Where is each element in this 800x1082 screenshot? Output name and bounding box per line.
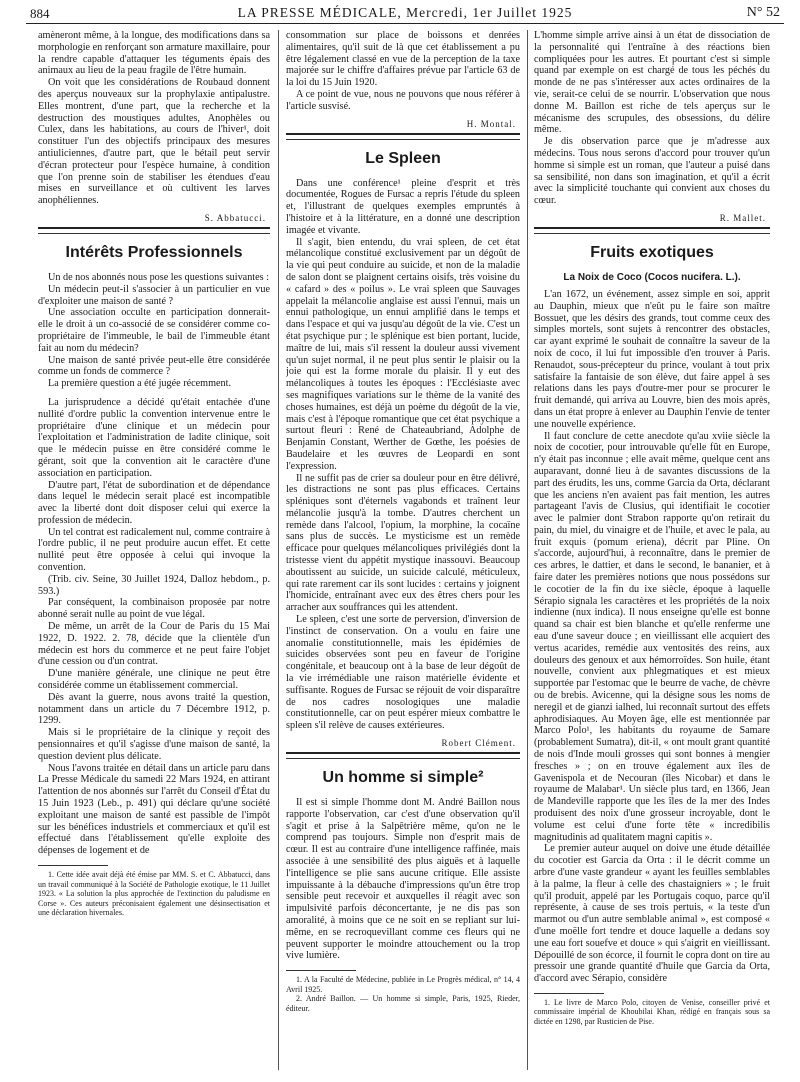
section-rule <box>286 133 520 135</box>
signature: H. Montal. <box>466 118 516 129</box>
footnote-rule <box>286 970 356 971</box>
paragraph: De même, un arrêt de la Cour de Paris du 15 Mai 1922, D. 1922. 2. 78, décide que la clientèle d'un médecin est hors du commerce et ne peut faire l'objet d'une cession ou d'un contrat. <box>38 621 270 668</box>
paragraph: Il est si simple l'homme dont M. André Baillon nous rapporte l'observation, car c'est d'une observation qu'il s'agit et prise à la Salpêtrière même, qu'on ne le comprend pas toujours. Simple non d'esprit mais de cœur. Il est au contraire d'une intelligence raffinée, mais associée à une sensibilité des plus aiguës et à laquelle l'intelligence se plie sans aucune critique. Elle assiste impuissante à la débauche d'impressions qu'un être trop sensible peut recevoir et auxquelles il réagit avec son impulsivité parfois déconcertante, je ne dis pas son amoralité, à moins que ce ne soit en se repliant sur lui-même, en se recroquevillant comme ces fleurs qui ne peuvent supporter le moindre attouchement ou la trop vive lumière. <box>286 797 520 962</box>
paragraph: Le premier auteur auquel on doive une étude détaillée du cocotier est Garcia da Orta : il le décrit comme un arbre d'une vaste grandeur « ayant les feuilles semblables à la palme, la fleur à celle des chastaigniers » ; le fruit qu'il produit, appelé par les Portugais coquo, parce qu'il représente, à cause de ses trois pertuis, « la teste d'un marmot ou d'un autre semblable animal », est composé « d'une moëlle fort tendre et douce laquelle a dedans soy une eau fort souefve et douce » qui s'aigrit en vieillissant. Dépouillé de son écorce, il fournit le copra dont on tire au pressoir une grande quantité d'huile que Garcia da Orta, d'accord avec Sérapio, considère <box>534 843 770 985</box>
article-subtitle: La Noix de Coco (Cocos nucifera. L.). <box>563 271 741 283</box>
paragraph: Dans une conférence¹ pleine d'esprit et très documentée, Rogues de Fursac a repris l'étude du spleen et, l'illustrant de quelques exemples empruntés à l'histoire et à la littérature, en a donné une description imagée et vivante. <box>286 177 520 236</box>
header-rule <box>26 23 784 24</box>
section-title: Intérêts Professionnels <box>65 243 243 261</box>
signature: R. Mallet. <box>719 212 766 223</box>
column-1 <box>38 30 270 1070</box>
column-divider <box>527 30 528 1070</box>
issue-number: N° 52 <box>746 5 780 20</box>
section-rule <box>38 227 270 229</box>
paragraph: A ce point de vue, nous ne pouvons que nous référer à l'article susvisé. <box>286 88 520 112</box>
section-rule <box>286 139 520 140</box>
section-rule <box>286 758 520 759</box>
paragraph: Il s'agit, bien entendu, du vrai spleen, de cet état mélancolique constitué exclusivement par un dégoût de la vie qui peut conduire au suicide, et non de la maladie de salon dont se plaignent certains oisifs, très voisine du « cafard » des « poilus ». Le vrai spleen que Sauvages appelait la mélancolie anglaise est aussi l'ennui, mais un ennui pathologique, un ennui amplifié dans le temps et dans l'espace et qui va jusqu'au dégoût de la vie. C'est un état psychique pur ; le splénique est bien portant, lucide, maître de lui, mais s'il ressent la douleur aussi vivement qu'un sujet normal, il ne peut plus sentir le plaisir ou la joie qui est la forme morale du plaisir. Il y eut des mélancoliques à toutes les époques : l'Ecclésiaste avec ses magnifiques variations sur le thème de la vanité des choses humaines, est déjà un poème du dégoût de la vie, mais c'est à l'époque romantique que cet état psychique a surtout fleuri : René de Chateaubriand, Adolphe de Benjamin Constant, Werther de Gœthe, les poésies de Baudelaire et les œuvres de Leopardi en sont l'expression. <box>286 236 520 472</box>
paragraph: Le spleen, c'est une sorte de perversion, d'inversion de l'instinct de conservation. On a voulu en faire une anomalie constitutionnelle, mais les épidémies de suicides observées sont peu en faveur de l'origine congénitale, et beaucoup ont à la base de leur dégoût de la vie irrémédiable une raison matérielle évidente et suffisante. Rogues de Fursac se réjouit de voir disparaître de nos cadres nosologiques une maladie constitutionnelle, car on peut espérer mieux combattre le spleen s'il relève de causes extérieures. <box>286 614 520 732</box>
paragraph: Dès avant la guerre, nous avons traité la question, notamment dans un article du 7 Décembre 1912, p. 1299. <box>38 691 270 727</box>
paragraph: Il faut conclure de cette anecdote qu'au xviie siècle la noix de cocotier, pour introuvable qu'elle fût en Europe, n'y était pas inconnue ; elle avait même, quelque cent ans auparavant, donné lieu à de savantes discussions de la part des érudits, les uns, comme Garcia da Orta, déclarant que les anciens n'en avaient pas fait mention, les autres partageant l'avis de Clusius, qui identifiait le cocotier avec le palmier dont Strabon rapporte qu'on retirait du pain, du miel, du vinaigre et de l'huile, et avec le pala, au fruit exquis (pomum eriena), décrit par Pline. On s'accorde, aujourd'hui, à reconnaître, dans le premier de ces arbres, le dattier, et dans le second, le bananier, et à faire dater les premières notions que nous possédons sur le cocotier de la fin du ixe siècle, époque à laquelle Sérapio signala les caractères et les propriétés de la noix indienne (nux indica). Il nous enseigne qu'elle est bonne quand sa chair est bien blanche et qu'elle renferme une eau d'une saveur douce ; en vieillissant elle acquiert des vertus acarides, remédie aux ventosités des reins, aux douleurs des genoux et aux hémorroïdes. Son huile, étant nouvelle, convient aux phlegmatiques et est mieux supportée par l'estomac que le beurre de vache, de chèvre ou de brebis. Avicenne, qui la désigne sous les noms de neregil et de gianzi ialhed, lui reconnaît surtout des effets aphrodisiaques. Au Moyen âge, elle est mentionnée par Marco Polo¹, les habitants du royaume de Samare (probablement Sumatra), dit-il, « ont moult grant quantité de nois d'Inde mouli grosses qui sont bonnes à mengier fresches » ; on en trouve également aux îles de Gavenispola et de Necouran (îles Nicobar) et dans le royaume de Malabar¹. Un siècle plus tard, en 1366, Jean de Mandeville rapporte que les îles de la mer des Indes produisent des noix d'une grosseur incroyable, dont le volume est celui d'une forte tête « incredibilis magnitudinis ad qualitatem magni capitis ». <box>534 430 770 843</box>
paragraph: D'une manière générale, une clinique ne peut être considérée comme un établissement commercial. <box>38 668 270 692</box>
page-number: 884 <box>30 6 50 21</box>
paragraph: amèneront même, à la longue, des modifications dans sa morphologie en renforçant son armature maxillaire, pour la rendre capable d'attaquer les téguments épais des animaux au lieu de la peau fragile de l'être humain. <box>38 30 270 77</box>
paragraph: La jurisprudence a décidé qu'était entachée d'une nullité d'ordre public la convention intervenue entre le propriétaire d'une clinique et un médecin pour l'exploitation et l'administration de ladite clinique, soit que le médecin puisse en être considéré comme le gérant, soit que la convention ait le caractère d'une association en participation. <box>38 396 270 479</box>
paragraph: Il ne suffit pas de crier sa douleur pour en être délivré, les distractions ne sont pas plus efficaces. Certains spléniques sont d'éternels vagabonds et traînent leur mélancolie jusqu'à la tombe. D'autres cherchent un remède dans l'alcool, l'opium, la morphine, la cocaïne sans plus de succès. Le mysticisme est un remède efficace pour quelques mélancoliques privilégiés dont la tristesse vient du appétit mystique inassouvi. Beaucoup aboutissent au suicide, un suicide calculé, méticuleux, qui rate rarement car ils sont lucides : certains y joignent l'homicide, entraînant avec eux des êtres chers pour les arracher aux souffrances qui les attendent. <box>286 472 520 614</box>
footnote: 1. Cette idée avait déjà été émise par MM. S. et C. Abbatucci, dans un travail communiqué à la Société de Pathologie exotique, le 11 Juillet 1923. « La solution la plus approchée de l'extinction du paludisme en Corse ». Ces auteurs préconisaient également une désinsectisation et une déclaration hivernales. <box>38 870 270 917</box>
paragraph: D'autre part, l'état de subordination et de dépendance dans lequel le médecin serait placé est incompatible avec la liberté dont doit disposer celui qui exerce la profession de médecin. <box>38 479 270 526</box>
citation: (Trib. civ. Seine, 30 Juillet 1924, Dalloz hebdom., p. 593.) <box>38 573 270 597</box>
paragraph: Un de nos abonnés nous pose les questions suivantes : <box>48 271 269 283</box>
footnote: 1. Le livre de Marco Polo, citoyen de Venise, conseiller privé et commissaire impérial de Khoubilai Khan, rédigé en français sous sa dictée en 1298, par Rusticien de Pise. <box>534 997 770 1026</box>
paragraph: Je dis observation parce que je m'adresse aux médecins. Tous nous serons d'accord pour trouver qu'un homme si simple est un roman, que l'auteur a puisé dans sa sensibilité, non dans son imagination, et qu'il a écrit avec la simplicité touchante qui convient aux choses du cœur. <box>534 136 770 207</box>
footnote-rule <box>534 993 604 994</box>
page-header <box>26 0 784 24</box>
paragraph: Mais si le propriétaire de la clinique y reçoit des pensionnaires et qu'il s'agisse d'une maison de santé, la question devient plus délicate. <box>38 727 270 762</box>
section-title: Fruits exotiques <box>590 243 714 261</box>
footnote: 1. A la Faculté de Médecine, publiée in Le Progrès médical, n° 14, 4 Avril 1925. <box>286 975 520 994</box>
section-rule <box>38 233 270 234</box>
section-rule <box>286 752 520 754</box>
signature: S. Abbatucci. <box>204 212 266 223</box>
section-title: Le Spleen <box>365 149 441 167</box>
footnote-rule <box>38 865 108 866</box>
paragraph: On voit que les considérations de Roubaud donnent des aperçus nouveaux sur la prophylaxie antipalustre. Elles montrent, d'une part, que la recherche et la destruction des moustiques adultes, Anophèles ou Culex, dans les habitations, au cours de l'hiver¹, doit constituer l'un des objectifs principaux des mesures antiuliciennes, d'autre part, que le bétail peut servir d'écran protecteur pour l'espèce humaine, à condition que l'on prenne soin de stabiliser les étendues d'eau mises en surveillance et où cultivent les larves anophéliennes. <box>38 77 270 207</box>
paragraph: Une maison de santé privée peut-elle être considérée comme un fonds de commerce ? <box>38 354 270 378</box>
section-rule <box>534 227 770 229</box>
paragraph: Un tel contrat est radicalement nul, comme contraire à l'ordre public, il ne peut produire aucun effet. Et cette nullité peut être opposée à celui qui invoque la convention. <box>38 526 270 574</box>
footnote: 2. André Baillon. — Un homme si simple, Paris, 1925, Rieder, éditeur. <box>286 994 520 1013</box>
journal-title: LA PRESSE MÉDICALE, Mercredi, 1er Juillet 1925 <box>237 5 573 20</box>
paragraph: Un médecin peut-il s'associer à un particulier en vue d'exploiter une maison de santé ? <box>38 283 270 307</box>
column-2 <box>286 30 520 1070</box>
column-divider <box>278 30 279 1070</box>
paragraph: Nous l'avons traitée en détail dans un article paru dans La Presse Médicale du samedi 22 Mars 1924, en attirant l'attention de nos abonnés sur l'arrêt du Conseil d'État du 15 Juin 1923 (Leb., p. 491) qui déclare qu'une société exploitant une maison de santé est passible de l'impôt sur les bénéfices industriels et commerciaux et qu'il est effectué dans l'établissement qu'elle exploite des dépenses de logement et de <box>38 762 270 857</box>
paragraph: L'an 1672, un événement, assez simple en soi, apprit au Dauphin, mieux que n'eût pu le faire son maître Bossuet, que les désirs des grands, tout comme ceux des simples mortels, sont sujets à rencontrer des obstacles, car ayant exprimé le souhait de connaître la saveur de la noix de coco, il lui fut impossible d'en trouver à Paris. Renaudot, sous-précepteur du prince, voulant à tout prix satisfaire la fantaisie de son élève, dut faire appel à ses relations dans les pays d'outre-mer pour se procurer le fruit demandé, qui arriva au Louvre, bien des mois après, dans un état propre à enlever au Dauphin l'envie de tenter une nouvelle expérience. <box>534 288 770 430</box>
signature: Robert Clément. <box>441 738 516 749</box>
paragraph: Par conséquent, la combinaison proposée par notre abonné serait nulle au point de vue légal. <box>38 597 270 621</box>
paragraph: L'homme simple arrive ainsi à un état de dissociation de la personnalité qui l'entraîne à des réactions bien compliquées pour les autres. Et pourtant c'est si simple quand par exemple on est chargé de tous les péchés du monde de ne pas s'intéresser aux actes ordinaires de la vie, serait-ce celui de se nourrir. L'observation que nous donne M. Baillon est riche de tels aperçus sur le mécanisme des scrupules, des obsessions, du délire même. <box>534 30 770 136</box>
section-rule <box>534 233 770 234</box>
column-3 <box>534 30 770 1070</box>
paragraph: consommation sur place de boissons et denrées alimentaires, qu'il suit de là que cet établissement a pu être légalement classé en vue de la perception de la taxe majorée sur le chiffre d'affaires prévue par l'article 63 de la loi du 15 Juin 1920. <box>286 30 520 89</box>
paragraph: Une association occulte en participation donnerait-elle le droit à un co-associé de se considérer comme co-propriétaire de l'immeuble, le bail de l'immeuble étant fait au nom du médecin? <box>38 307 270 354</box>
paragraph: La première question a été jugée récemment. <box>48 378 232 390</box>
section-title: Un homme si simple² <box>322 769 484 787</box>
